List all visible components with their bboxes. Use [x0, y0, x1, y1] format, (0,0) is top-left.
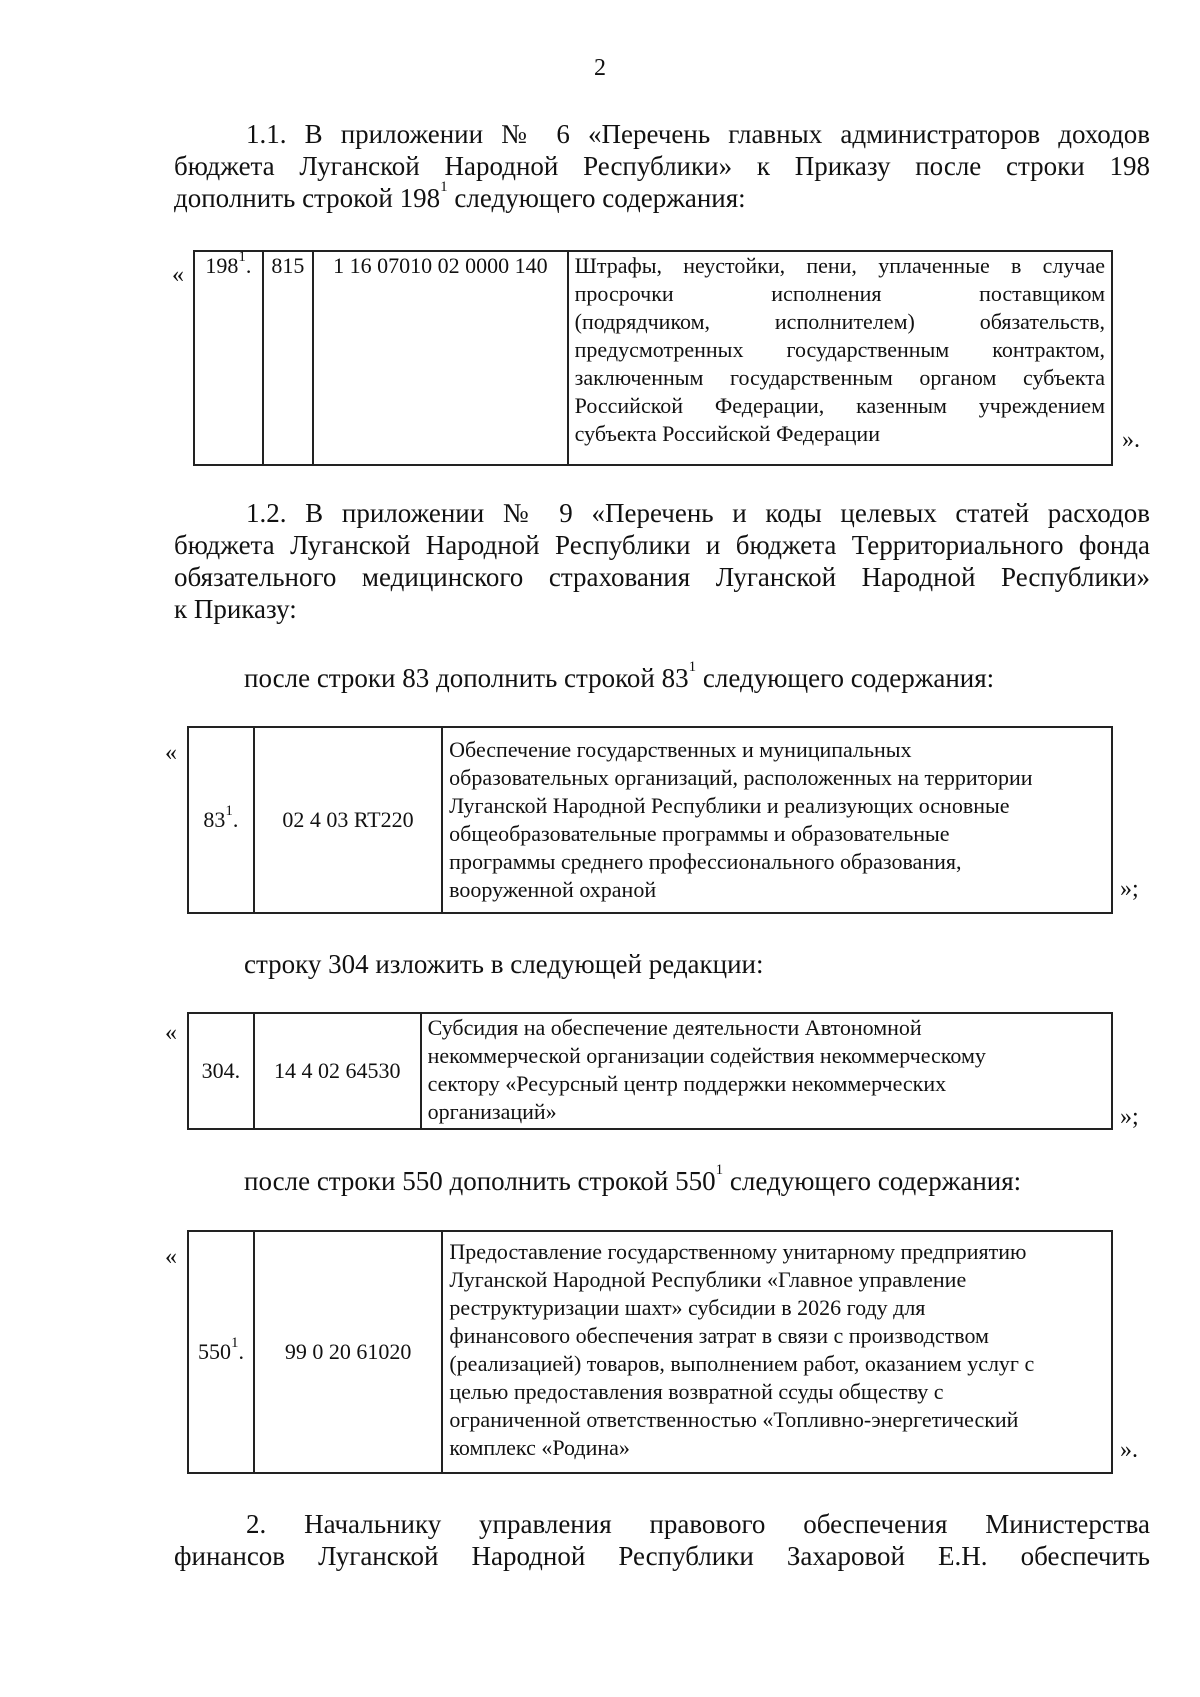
- section-2-line-2: финансов Луганской Народной Республики Захаровой Е.Н. обеспечить: [174, 1541, 1150, 1571]
- description-550: Предоставление государственному унитарному предприятию Луганской Народной Республики «Главное управление реструктуризации шахт» субсидии в 2026 году для финансового обеспечения затрат в связи с производством (реализацией) товаров, выполнением работ, оказанием услуг с целью предоставления возвратной ссуды обществу с ограниченной ответственностью «Топливно-энергетический комплекс «Родина»: [442, 1231, 1112, 1473]
- target-code-550: 99 0 20 61020: [254, 1231, 442, 1473]
- page-number: 2: [594, 55, 606, 81]
- intro-83: после строки 83 дополнить строкой $83^1$ следующего содержания:: [244, 659, 995, 693]
- intro-550: после строки 550 дополнить строкой $550^1$ следующего содержания:: [244, 1162, 1022, 1196]
- section-1-2-line-3: обязательного медицинского страхования Луганской Народной Республики»: [174, 562, 1150, 592]
- table-row-198: [193, 250, 1113, 466]
- close-quote-304: »;: [1120, 1104, 1139, 1130]
- section-1-2-line-1: 1.2. В приложении № 9 «Перечень и коды целевых статей расходов: [246, 498, 1150, 528]
- open-quote-83: «: [165, 740, 177, 766]
- target-code-83: 02 4 03 RT220: [254, 727, 442, 913]
- intro-304: строку 304 изложить в следующей редакции:: [244, 949, 764, 979]
- close-quote-83: »;: [1120, 876, 1139, 902]
- table-row-550: [187, 1230, 1113, 1474]
- target-code-304: 14 4 02 64530: [254, 1013, 421, 1129]
- close-quote-198: ».: [1122, 427, 1140, 453]
- section-1-1-line-1: 1.1. В приложении № 6 «Перечень главных администраторов доходов: [246, 119, 1150, 149]
- section-1-2-line-2: бюджета Луганской Народной Республики и бюджета Территориального фонда: [174, 530, 1150, 560]
- open-quote-550: «: [165, 1244, 177, 1270]
- table-row-83: [187, 726, 1113, 914]
- description-83: Обеспечение государственных и муниципальных образовательных организаций, расположенных на территории Луганской Народной Республики и реализующих основные общеобразовательные программы и образовательные программы среднего профессионального образования, вооруженной охраной: [442, 727, 1112, 913]
- section-1-1-line-3: дополнить строкой $198^1$ следующего содержания:: [174, 179, 746, 213]
- section-1-1-line-2: бюджета Луганской Народной Республики» к Приказу после строки 198: [174, 151, 1150, 181]
- row-number-304: 304.: [188, 1013, 254, 1129]
- close-quote-550: ».: [1120, 1437, 1138, 1463]
- open-quote-304: «: [165, 1020, 177, 1046]
- row-number-83: $83^1$.: [188, 727, 254, 913]
- table-row-304: [187, 1012, 1113, 1130]
- open-quote-198: «: [172, 262, 184, 288]
- section-1-1-paragraph: [174, 118, 1150, 214]
- section-1-2-line-4: к Приказу:: [174, 594, 297, 624]
- admin-code-198: 815: [263, 251, 313, 465]
- section-2-paragraph: [174, 1508, 1150, 1572]
- kbk-code-198: 1 16 07010 02 0000 140: [313, 251, 567, 465]
- description-198: Штрафы, неустойки, пени, уплаченные в случае просрочки исполнения поставщиком (подрядчиком, исполнителем) обязательств, предусмотренных государственным контрактом, заключенным государственным органом субъекта Российской Федерации, казенным учреждением субъекта Российской Федерации: [568, 251, 1112, 465]
- row-number-550: $550^1$.: [188, 1231, 254, 1473]
- section-2-line-1: 2. Начальнику управления правового обеспечения Министерства: [246, 1509, 1150, 1539]
- row-number-198: $198^1$.: [194, 251, 263, 465]
- section-1-2-paragraph: [174, 497, 1150, 625]
- description-304: Субсидия на обеспечение деятельности Автономной некоммерческой организации содействия некоммерческому сектору «Ресурсный центр поддержки некоммерческих организаций»: [421, 1013, 1112, 1129]
